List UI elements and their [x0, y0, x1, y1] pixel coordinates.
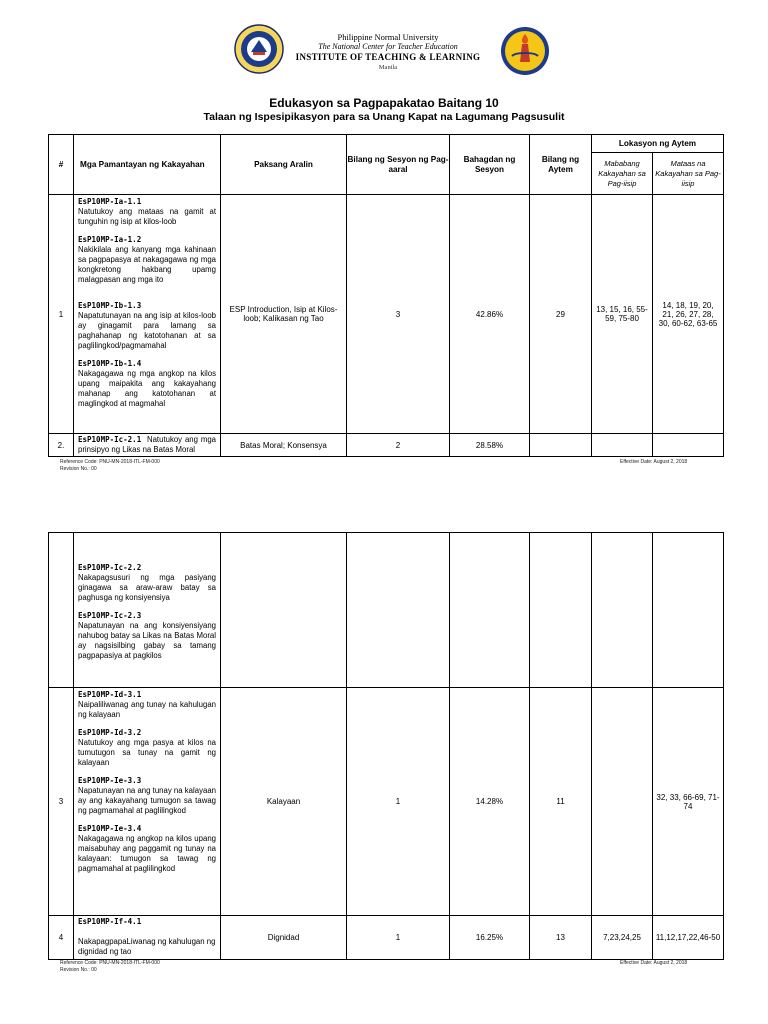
row-num [49, 533, 74, 688]
low-order-cell [592, 688, 653, 916]
table-row [49, 916, 724, 960]
header-items: Bilang ng Aytem [530, 135, 592, 195]
competency-cell [74, 434, 221, 457]
competency-code: EsP10MP-Ie-3.3 [78, 776, 142, 785]
competency-cell [74, 688, 221, 916]
university-name: Philippine Normal University [337, 32, 439, 42]
header-location: Lokasyon ng Aytem [592, 135, 724, 153]
competency-code: EsP10MP-Ia-1.2 [78, 235, 142, 244]
competency-code: EsP10MP-Id-3.1 [78, 690, 142, 699]
row-num: 1 [49, 195, 74, 434]
high-order-cell: 11,12,17,22,46-50 [653, 916, 724, 960]
competency-code: EsP10MP-Ic-2.3 [78, 611, 142, 620]
itl-logo [500, 26, 550, 76]
revision-number: Revision No.: 00 [60, 966, 97, 973]
specification-table-2 [48, 532, 724, 960]
competency-code: EsP10MP-Ib-1.3 [78, 301, 142, 310]
percent-cell: 42.86% [450, 195, 530, 434]
competency-text: Natutukoy ang mataas na gamit at tunguhin ng isip at kilos-loob [78, 207, 216, 226]
institute-name: INSTITUTE OF TEACHING & LEARNING [295, 52, 481, 62]
competency-code: EsP10MP-Ib-1.4 [78, 359, 142, 368]
table-row [49, 434, 724, 457]
competency-item [78, 776, 216, 816]
high-order-cell [653, 533, 724, 688]
competency-item [78, 563, 216, 603]
competency-item [78, 690, 216, 720]
high-order-cell [653, 434, 724, 457]
header-high-order: Mataas na Kakayahan sa Pag-iisip [653, 153, 724, 195]
table-header-row [49, 135, 724, 153]
reference-code: Reference Code: PNU-MN-2018-ITL-FM-000 [60, 459, 160, 465]
competency-item [78, 824, 216, 874]
sessions-cell: 2 [347, 434, 450, 457]
competency-code: EsP10MP-Ia-1.1 [78, 197, 142, 206]
topic-cell [221, 533, 347, 688]
topic-cell: ESP Introduction, Isip at Kilos-loob; Kalikasan ng Tao [221, 195, 347, 434]
competency-code: EsP10MP-Ic-2.2 [78, 563, 142, 572]
document-page-2 [0, 480, 768, 1024]
low-order-cell [592, 434, 653, 457]
page-footer [60, 459, 160, 472]
row-num: 3 [49, 688, 74, 916]
document-page-1 [0, 0, 768, 480]
competency-text: NakapagpapaLiwanag ng kahulugan ng dignidad ng tao [78, 937, 216, 956]
competency-item [78, 301, 216, 351]
header-low-order: Mababang Kakayahan sa Pag-iisip [592, 153, 653, 195]
items-cell: 11 [530, 688, 592, 916]
specification-table-1 [48, 134, 724, 457]
header-percent: Bahagdan ng Sesyon [450, 135, 530, 195]
row-num: 2. [49, 434, 74, 457]
competency-cell [74, 533, 221, 688]
items-cell: 29 [530, 195, 592, 434]
header-num: # [49, 135, 74, 195]
topic-cell: Batas Moral; Konsensya [221, 434, 347, 457]
sessions-cell: 1 [347, 688, 450, 916]
competency-text: Nakagagawa ng mga angkop na kilos upang maipakita ang kakayahang mahanap ang katotohanan at maglingkod at magmahal [78, 369, 216, 408]
percent-cell: 14.28% [450, 688, 530, 916]
competency-item [78, 728, 216, 768]
table-row [49, 533, 724, 688]
table-row [49, 688, 724, 916]
document-title: Edukasyon sa Pagpapakatao Baitang 10 [269, 96, 499, 110]
competency-cell [74, 916, 221, 960]
competency-text: Naipaliliwanag ang tunay na kahulugan ng kalayaan [78, 700, 216, 719]
row-num: 4 [49, 916, 74, 960]
low-order-cell [592, 533, 653, 688]
topic-cell: Kalayaan [221, 688, 347, 916]
high-order-cell: 14, 18, 19, 20, 21, 26, 27, 28, 30, 60-62, 63-65 [653, 195, 724, 434]
table-row [49, 195, 724, 434]
percent-cell: 28.58% [450, 434, 530, 457]
items-cell [530, 533, 592, 688]
university-center: The National Center for Teacher Education [318, 42, 458, 51]
items-cell: 13 [530, 916, 592, 960]
competency-code: EsP10MP-Ic-2.1 [78, 435, 142, 444]
page-footer [60, 960, 160, 973]
percent-cell [450, 533, 530, 688]
university-city: Manila [378, 64, 398, 71]
header-sessions: Bilang ng Sesyon ng Pag-aaral [347, 135, 450, 195]
competency-item [78, 235, 216, 285]
competency-item [78, 611, 216, 661]
header-competency: Mga Pamantayan ng Kakayahan [74, 135, 221, 195]
effective-date: Effective Date: August 2, 2018 [620, 459, 688, 465]
university-header [280, 32, 496, 73]
competency-text: Nakapagsusuri ng mga pasiyang ginagawa sa araw-araw batay sa paghusga ng konsiyensiya [78, 573, 216, 602]
reference-code: Reference Code: PNU-MN-2018-ITL-FM-000 [60, 960, 160, 966]
high-order-cell: 32, 33, 66-69, 71-74 [653, 688, 724, 916]
sessions-cell: 1 [347, 916, 450, 960]
competency-cell [74, 195, 221, 434]
competency-text: Napatunayan na ang tunay na kalayaan ay ang kakayahang tumugon sa tawag ng pagmamahal at paglilingkod [78, 786, 216, 815]
competency-code: EsP10MP-Ie-3.4 [78, 824, 142, 833]
percent-cell: 16.25% [450, 916, 530, 960]
pnu-seal-logo [234, 24, 284, 74]
sessions-cell: 3 [347, 195, 450, 434]
competency-code: EsP10MP-Id-3.2 [78, 728, 142, 737]
sessions-cell [347, 533, 450, 688]
document-subtitle: Talaan ng Ispesipikasyon para sa Unang Kapat na Lagumang Pagsusulit [203, 111, 565, 123]
competency-text: Nakagagawa ng angkop na kilos upang maisabuhay ang paggamit ng tunay na kalayaan: tumugon sa tawag ng pagmamahal at paglilingkod [78, 834, 216, 873]
revision-number: Revision No.: 00 [60, 465, 97, 472]
competency-code: EsP10MP-If-4.1 [78, 917, 142, 926]
competency-text: Nakikilala ang kanyang mga kahinaan sa pagpapasya at nakagagawa ng mga kongkretong hakbang upamg malagpasan ang mga ito [78, 245, 216, 284]
competency-text: Napatutunayan na ang isip at kilos-loob ay ginagamit para lamang sa paghahanap ng katotohanan at sa paglilingkod/pagmamahal [78, 311, 216, 350]
competency-text: Natutukoy ang mga prinsipyo ng Likas na Batas Moral [78, 435, 216, 454]
competency-text: Napatunayan na ang konsiyensiyang nahubog batay sa Likas na Batas Moral ay nagsisilbing gabay sa tamang pagpapasiya at pagkilos [78, 621, 216, 660]
low-order-cell: 13, 15, 16, 55-59, 75-80 [592, 195, 653, 434]
items-cell [530, 434, 592, 457]
topic-cell: Dignidad [221, 916, 347, 960]
effective-date: Effective Date: August 2, 2018 [620, 960, 688, 966]
competency-item [78, 197, 216, 227]
header-topic: Paksang Aralin [221, 135, 347, 195]
competency-item [78, 359, 216, 409]
low-order-cell: 7,23,24,25 [592, 916, 653, 960]
competency-text: Natutukoy ang mga pasya at kilos na tumutugon sa tunay na gamit ng kalayaan [78, 738, 216, 767]
